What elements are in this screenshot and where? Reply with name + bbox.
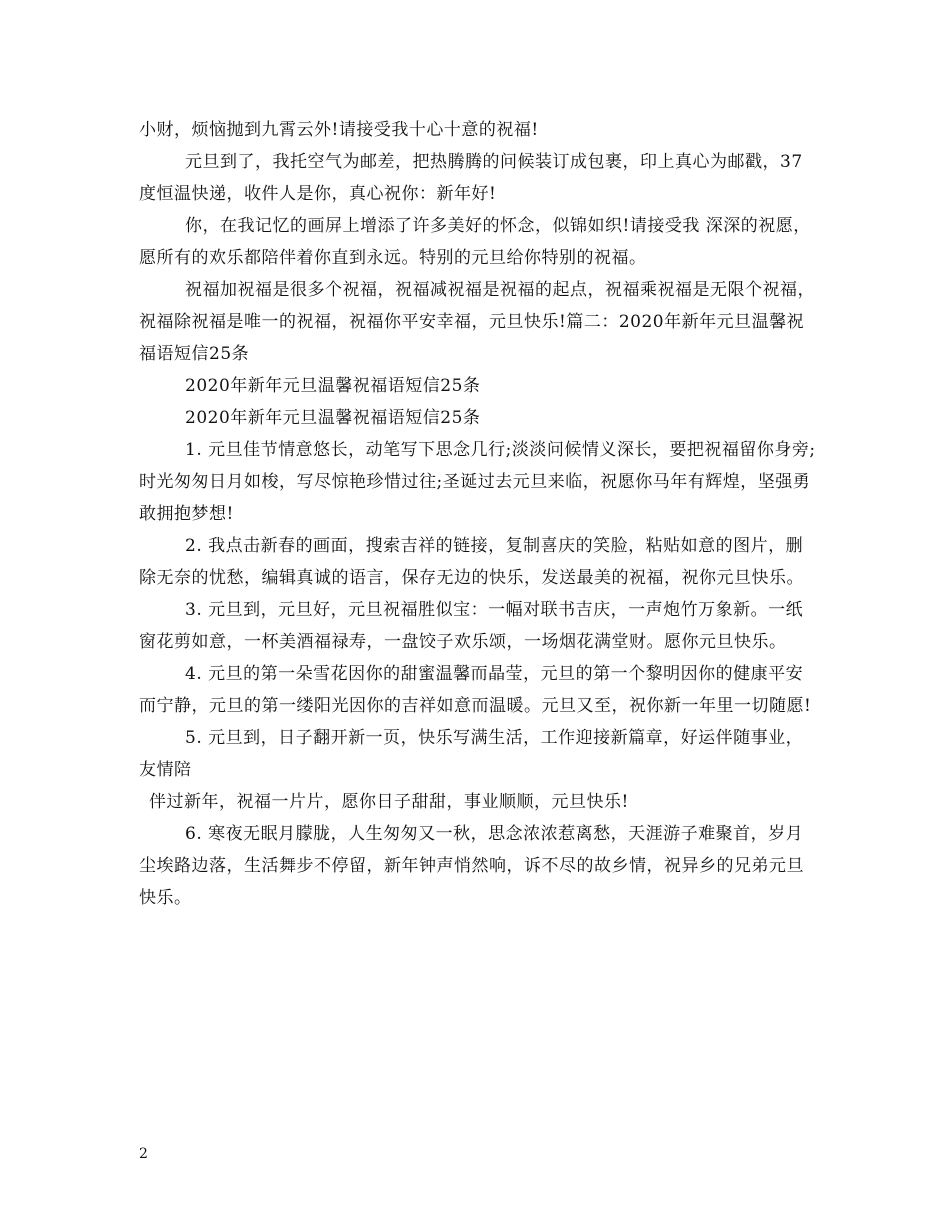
document-body [139,114,819,914]
list-item: 4. 元旦的第一朵雪花因你的甜蜜温馨而晶莹，元旦的第一个黎明因你的健康平安而宁静，元旦的第一缕阳光因你的吉祥如意而温暖。元旦又至，祝你新一年里一切随愿! [139,664,812,716]
list-item-continuation: 伴过新年，祝福一片片，愿你日子甜甜，事业顺顺，元旦快乐! [149,792,629,812]
list-item: 1. 元旦佳节情意悠长，动笔写下思念几行;淡淡问候情义深长，要把祝福留你身旁;时光匆匆日月如梭，写尽惊艳珍惜过往;圣诞过去元旦来临，祝愿你马年有辉煌，坚强勇敢拥抱梦想! [139,440,816,524]
paragraph: 祝福加祝福是很多个祝福，祝福减祝福是祝福的起点，祝福乘祝福是无限个祝福，祝福除祝福是唯一的祝福，祝福你平安幸福，元旦快乐!篇二：2020年新年元旦温馨祝福语短信25条 [139,280,815,364]
paragraph: 元旦到了，我托空气为邮差，把热腾腾的问候装订成包裹，印上真心为邮戳，37度恒温快递，收件人是你，真心祝你：新年好! [139,152,803,204]
list-item: 6. 寒夜无眠月朦胧，人生匆匆又一秋，思念浓浓惹离愁，天涯游子难聚首，岁月尘埃路边落，生活舞步不停留，新年钟声悄然响，诉不尽的故乡情，祝异乡的兄弟元旦快乐。 [139,824,804,908]
list-item: 2. 我点击新春的画面，搜索吉祥的链接，复制喜庆的笑脸，粘贴如意的图片，删除无奈的忧愁，编辑真诚的语言，保存无边的快乐，发送最美的祝福，祝你元旦快乐。 [139,536,804,588]
paragraph: 你，在我记忆的画屏上增添了许多美好的怀念，似锦如织!请接受我 深深的祝愿，愿所有的欢乐都陪伴着你直到永远。特别的元旦给你特别的祝福。 [139,216,811,268]
section-heading: 2020年新年元旦温馨祝福语短信25条 [185,408,481,428]
list-item: 5. 元旦到，日子翻开新一页，快乐写满生活，工作迎接新篇章，好运伴随事业，友情陪 [139,728,804,780]
list-item: 3. 元旦到，元旦好，元旦祝福胜似宝：一幅对联书吉庆，一声炮竹万象新。一纸窗花剪如意，一杯美酒福禄寿，一盘饺子欢乐颂，一场烟花满堂财。愿你元旦快乐。 [139,600,804,652]
paragraph-continuation: 小财，烦恼抛到九霄云外!请接受我十心十意的祝福! [139,120,539,140]
section-heading: 2020年新年元旦温馨祝福语短信25条 [185,376,481,396]
page-number: 2 [139,1146,148,1162]
